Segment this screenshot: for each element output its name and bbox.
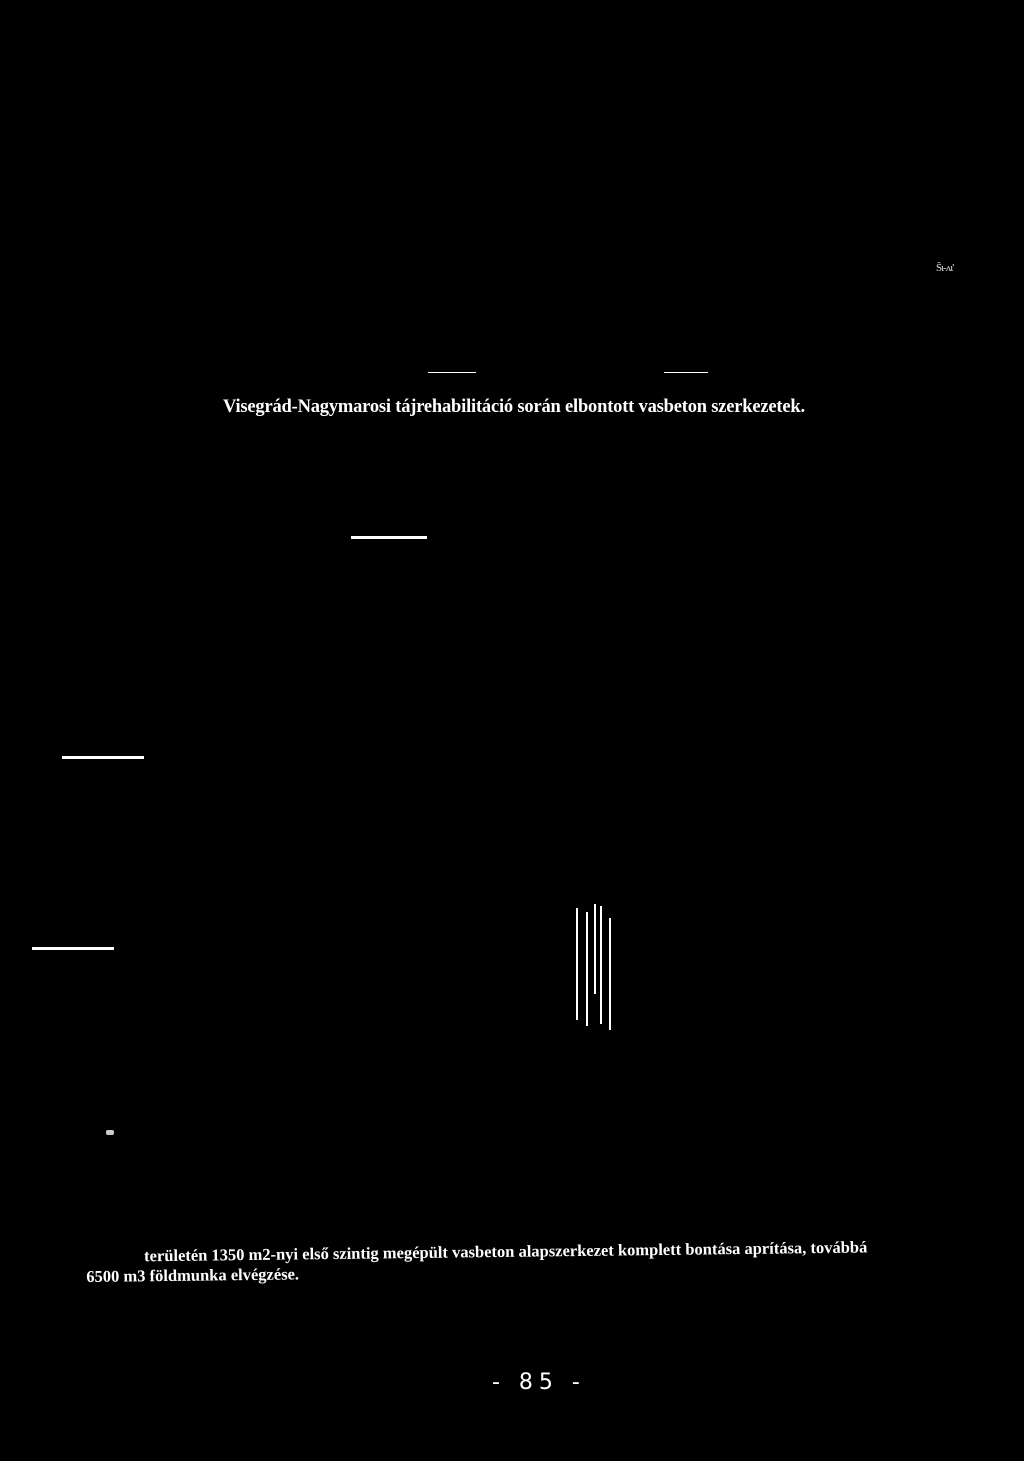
body-line-2: 6500 m3 földmunka elvégzése. [86,1264,300,1286]
photo-line-1 [576,908,578,1020]
photo-line-4 [600,906,602,1024]
photo-caption: Visegrád-Nagymarosi tájrehabilitáció során elbontott vasbeton szerkezetek. [223,397,805,417]
corner-mark: Ŝι-ʌι' [936,262,954,274]
page-number: - 85 - [492,1370,586,1395]
body-line-1: területén 1350 m2-nyi első szintig megépült vasbeton alapszerkezet komplett bontása aprítása, továbbá [143,1237,868,1266]
speck [106,1130,114,1135]
rule-mid [351,536,427,539]
photo-line-5 [609,918,611,1030]
rule-top-left [428,372,476,373]
rule-left-lower [32,947,114,950]
rule-left-upper [62,756,144,759]
photo-line-2 [586,912,588,1026]
body-paragraph [86,1236,946,1287]
rule-top-right [664,372,708,373]
photo-line-3 [594,904,596,994]
